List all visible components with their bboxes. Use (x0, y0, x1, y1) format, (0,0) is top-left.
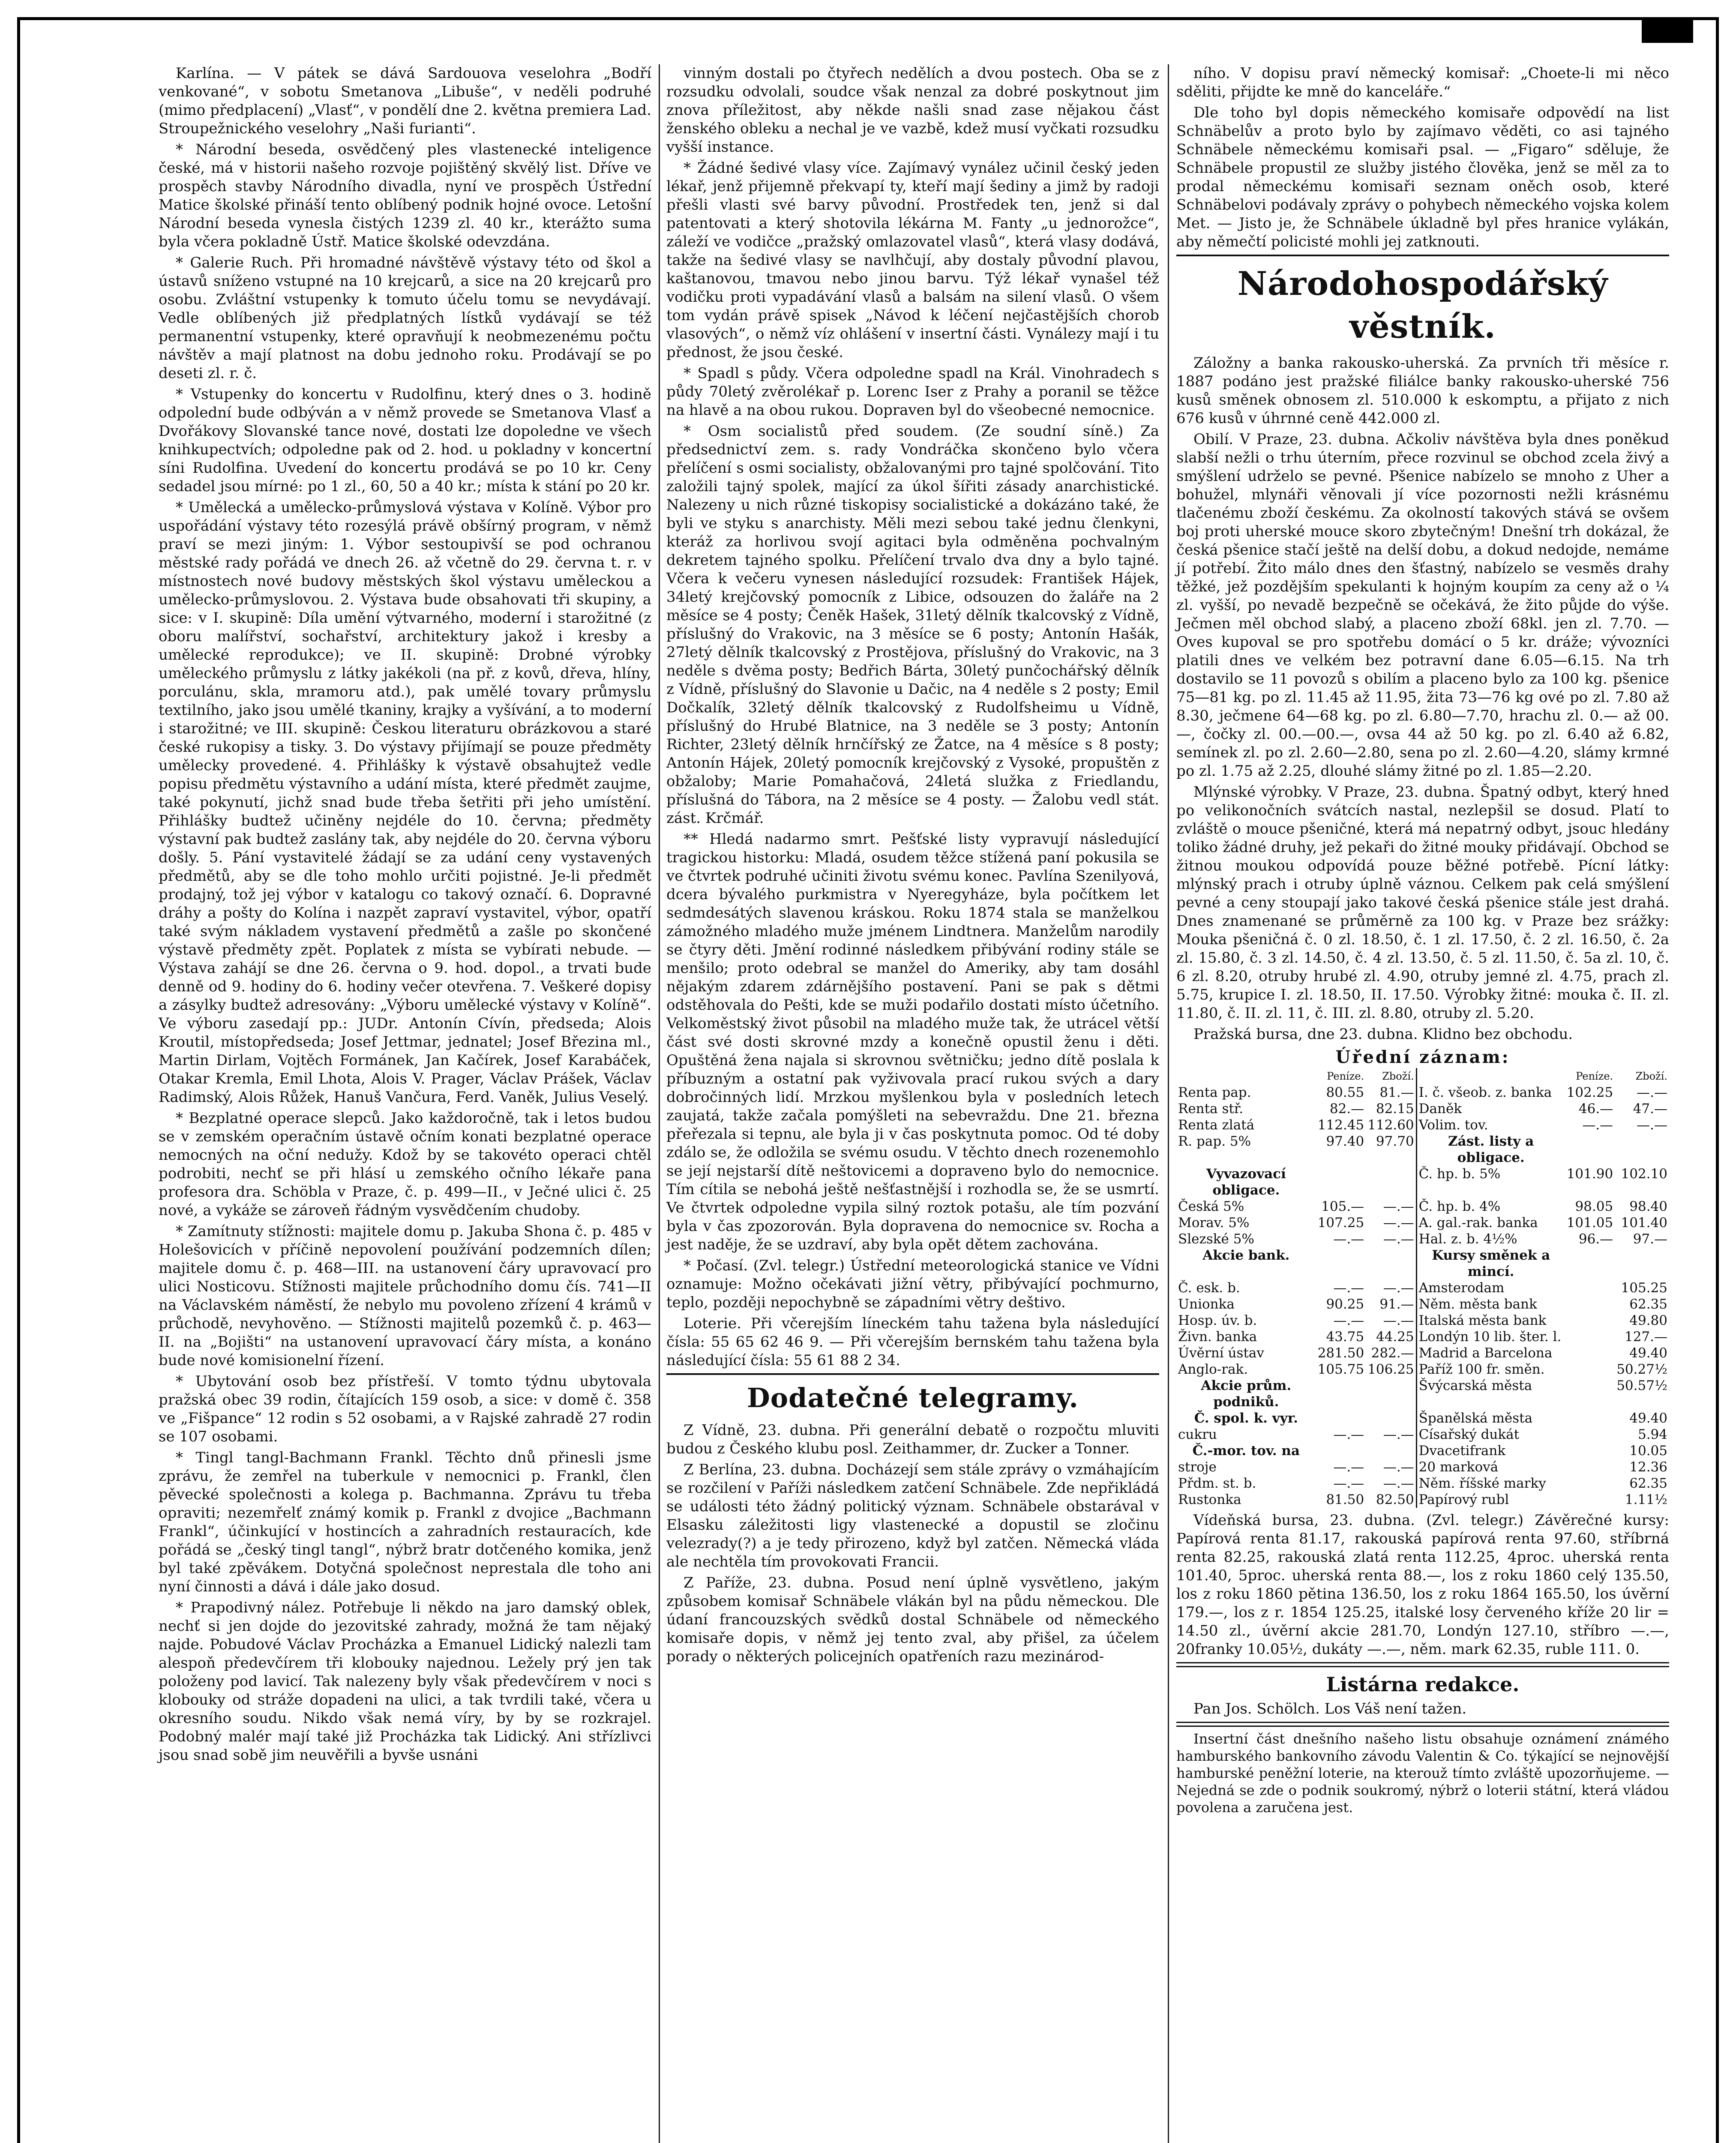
bourse-cell: —.— (1383, 1280, 1414, 1296)
bourse-cell (1316, 1166, 1366, 1198)
bourse-cell: 98.05 (1575, 1199, 1613, 1214)
bourse-row (1176, 1443, 1669, 1459)
bourse-row (1176, 1101, 1669, 1117)
bourse-cell: —.— (1333, 1313, 1364, 1328)
section-divider (666, 1373, 1159, 1375)
article-paragraph: * Počasí. (Zvl. telegr.) Ústřední meteorologická stanice ve Vídni oznamuje: Možno očekávati jižní větry, přibývající pochmurno, teplo, později nepochybně se západními větry deštivo. (666, 1257, 1159, 1311)
telegram-paragraph: Z Vídně, 23. dubna. Při generální debatě o rozpočtu mluviti budou z Českého klubu posl. Zeithammer, dr. Zucker a Tonner. (666, 1422, 1159, 1457)
article-paragraph: * Tingl tangl-Bachmann Frankl. Těchto dnů přinesli jsme zprávu, že zemřel na tuberkule v nemocnici p. Frankl, člen pěvecké společnosti a kolega p. Bachmanna. Zprávu tu třeba opraviti; nezemřelť známý komik p. Frankl z dvojice „Bachmann Frankl“, účinkující v hostincích a zahradních restauracích, kde pořádá se „český tingl tangl“, nýbrž bratr dotčeného komika, jenž byl také zpěvákem. Dotyčná společnost neprestala dle toho ani nyní činnosti a dává i dále jako dosud. (159, 1449, 651, 1595)
bourse-cell (1366, 1378, 1416, 1410)
bourse-cell: Španělská města (1416, 1410, 1565, 1426)
bourse-cell: 112.60 (1367, 1117, 1414, 1133)
economic-paragraph: Obilí. V Praze, 23. dubna. Ačkoliv návštěva byla dnes poněkud slabší nežli o trhu úterním, přece rozvinul se obchod zcela živý a smýšlení udrželo se pevné. Pšenice nabízelo se mnoho z Uher a bohužel, mlynáři věnovali jí více pozornosti nežli krásnému tlačenému zboží českému. Za okolností takových stává se ovšem boj proti uherské mouce skoro zbytečným! Dnešní trh dokázal, že česká pšenice stačí ještě na delší dobu, a dokud nedojde, nemáme jí potřebí. Žito málo dnes den šťastný, nabízelo se vesměs drahy těžké, jež pozdějším spekulanti k hojným koupím za ceny až o ¼ zl. vyšší, po nevadě bezpečně se očekává, že žito půjde do výše. Ječmen měl obchod slabý, a placeno zboží 68kl. jen zl. 7.70. — Oves kupoval se pro spotřebu domácí o 5 kr. dráže; vývozníci platili dnes ve velkém bez potravní dane 6.05—6.15. Na trh dostavilo se 11 povozů s obilím a placeno bylo za 100 kg. pšenice 75—81 kg. po zl. 11.45 až 11.95, žita 73—76 kg ové po zl. 7.80 až 8.30, ječmene 64—68 kg. po zl. 6.80—7.70, hrachu zl. 0.— až 00.—, čočky zl. 00.—00.—, ovsa 44 až 50 kg. po zl. 6.40 až 6.82, semínek zl. po zl. 2.60—2.80, sena po zl. 2.60—4.20, slámy krmné po zl. 1.75 až 2.25, dlouhé slámy žitné po zl. 1.85—2.20. (1176, 431, 1669, 780)
bourse-cell: 1.11½ (1625, 1492, 1667, 1507)
article-paragraph: Dle toho byl dopis německého komisaře odpovědí na list Schnäbelův a proto bylo by zajímavo věděti, co asi tajného Schnäbele německému komisaři psal. — „Figaro“ sděluje, že Schnäbele propustil ze služby jistého člověka, jenž se měl za to prodal německému komisaři seznam oněch osob, které Schnäbelovi podávaly zprávy o pohybech německého vojska kolem Met. — Jisto je, že Schnäbele úkladně byl přes hranice vylákán, aby němečtí policisté mohli jej zatknouti. (1176, 104, 1669, 250)
article-paragraph: * Ubytování osob bez přístřeší. V tomto týdnu ubytovala pražská obec 39 rodin, čítajících 159 osob, a sice: v domě č. 358 ve „Fišpance“ 12 rodin s 52 osobami, a v Rajské zahradě 27 rodin se 107 osobami. (159, 1373, 651, 1445)
bourse-cell: 82.— (1329, 1101, 1364, 1117)
bourse-cell: 49.40 (1629, 1411, 1667, 1426)
bourse-cell (1565, 1426, 1615, 1443)
bourse-row (1176, 1426, 1669, 1443)
bourse-cell: I. č. všeob. z. banka (1416, 1084, 1565, 1101)
bourse-cell: Daněk (1416, 1101, 1565, 1117)
bourse-row (1176, 1166, 1669, 1198)
bourse-cell (1366, 1443, 1416, 1459)
bourse-cell (1565, 1378, 1615, 1410)
bourse-row (1176, 1475, 1669, 1492)
bourse-cell: 127.— (1624, 1329, 1667, 1345)
bourse-cell: 80.55 (1326, 1085, 1364, 1100)
bourse-row (1176, 1345, 1669, 1361)
bourse-cell: 112.45 (1317, 1117, 1364, 1133)
bourse-cell: —.— (1637, 1085, 1667, 1100)
column-rule-2 (1168, 64, 1169, 2143)
editor-heading: Listárna redakce. (1326, 1673, 1520, 1696)
bourse-row (1176, 1410, 1669, 1426)
bourse-cell: 282.— (1371, 1345, 1414, 1361)
bourse-title: Úřední záznam: (1335, 1047, 1510, 1067)
bourse-cell: —.— (1383, 1427, 1414, 1442)
economic-heading: Národohospodářský věstník. (1237, 264, 1608, 345)
bourse-cell: —.— (1383, 1476, 1414, 1491)
bourse-cell: 43.75 (1326, 1329, 1364, 1345)
bourse-row (1176, 1492, 1669, 1508)
bourse-cell: Živn. banka (1178, 1329, 1257, 1345)
bourse-cell (1565, 1329, 1615, 1345)
bourse-row (1176, 1117, 1669, 1133)
bourse-header-cell (1416, 1068, 1565, 1084)
bourse-cell: Císařský dukát (1416, 1426, 1565, 1443)
bourse-cell: Č. hp. b. 4% (1416, 1198, 1565, 1215)
bourse-cell: 107.25 (1317, 1215, 1364, 1231)
bourse-cell: Vyvazovací obligace. (1206, 1166, 1286, 1198)
bourse-cell (1565, 1133, 1615, 1166)
bourse-cell: 98.40 (1629, 1199, 1667, 1214)
bourse-cell: —.— (1333, 1231, 1364, 1247)
bourse-row (1176, 1296, 1669, 1312)
bourse-row (1176, 1312, 1669, 1329)
economic-paragraph: Záložny a banka rakousko-uherská. Za prvních tři měsíce r. 1887 podáno jest pražské filiálce banky rakousko-uherské 756 kusů směnek obnosem zl. 510.000 k eskomptu, a přijato z nich 676 kusů v úhrnné ceně 442.000 zl. (1176, 354, 1669, 427)
article-paragraph: * Zamítnuty stížnosti: majitele domu p. Jakuba Shona č. p. 485 v Holešovicích v příčině nepovolení používání podzemních dílen; majitele domu č. p. 468—III. na ustanovení čáry upravovací pro ulici Nosticovu. Stížnosti majitele průchodního domu čís. 741—II na Václavském náměstí, že nebylo mu povoleno zřízení 4 krámů v průchodě, nevyhověno. — Stížnosti majitelů pozemků č. p. 463—II. na „Bojišti“ na ustanovení upravovací čáry místa, a konáno bude nové komisionelní řízení. (159, 1223, 651, 1369)
bourse-cell: 91.— (1379, 1297, 1414, 1312)
bourse-cell: 105.75 (1317, 1362, 1364, 1377)
bourse-cell (1316, 1443, 1366, 1459)
bourse-cell (1565, 1345, 1615, 1361)
bourse-cell: Renta zlatá (1178, 1117, 1255, 1133)
bourse-cell: —.— (1383, 1459, 1414, 1475)
bourse-header-cell: Zboží. (1382, 1070, 1414, 1082)
bourse-cell (1565, 1475, 1615, 1492)
telegram-paragraph: Z Paříže, 23. dubna. Posud není úplně vysvětleno, jakým způsobem komisař Schnäbele vlákán byl na půdu německou. Dle údaní francouzských svědků dostal Schnäbele od německého komisaře dopis, v němž jej tento zval, aby přišel, za účelem porady o některých policejních opatřeních razu mezinárod- (666, 1574, 1159, 1665)
section-divider (1176, 1662, 1669, 1667)
bourse-cell: Slezské 5% (1178, 1231, 1254, 1247)
bourse-cell: 81.— (1379, 1085, 1414, 1100)
bourse-cell: Švýcarská města (1416, 1378, 1565, 1410)
bourse-cell: 81.50 (1326, 1492, 1364, 1507)
bourse-cell (1565, 1410, 1615, 1426)
bourse-cell (1316, 1410, 1366, 1426)
bourse-cell: 281.50 (1317, 1345, 1364, 1361)
bourse-cell: 50.27½ (1616, 1362, 1667, 1377)
bourse-cell: 47.— (1633, 1101, 1667, 1117)
article-paragraph: vinným dostali po čtyřech nedělích a dvou postech. Oba se z rozsudku odvolali, soudce však nenzal za dobré poskytnout jim znova příležitost, aby někde našli snad zase nějakou část ženského obleku a nechal je ve vazbě, kdež musí vyčkati rozsudku vyšší instance. (666, 65, 1159, 156)
article-paragraph: * Vstupenky do koncertu v Rudolfinu, který dnes o 3. hodině odpolední bude odbýván a v němž provede se Smetanova Vlasť a Dvořákovy Slovanské tance nové, dostati lze dopoledne ve všech knihkupectvích; odpoledne pak od 2. hod. u pokladny v koncertní síni Rudolfina. Uvedení do koncertu prodává se po 10 kr. Ceny sedadel jsou mírné: po 1 zl., 60, 50 a 40 kr.; místa k stání po 20 kr. (159, 386, 651, 495)
article-paragraph: * Bezplatné operace slepců. Jako každoročně, tak i letos budou se v zemském operačním ústavě očním konati bezplatné operace nemocných na oční nedužy. Kdož by se takovéto operaci chtěl podrobiti, nechť se při hlásí u zemského očního lékaře pana profesora dra. Schöbla v Praze, č. p. 499—II., v Ječné ulici č. 25 nové, a vykáže se zároveň řádným vysvědčením chudoby. (159, 1110, 651, 1219)
bourse-cell (1565, 1492, 1615, 1508)
bourse-row (1176, 1247, 1669, 1280)
bourse-cell: Dvacetifrank (1416, 1443, 1565, 1459)
bourse-cell: Hal. z. b. 4½% (1416, 1231, 1565, 1247)
article-paragraph: * Galerie Ruch. Při hromadné návštěvě výstavy této od škol a ústavů sníženo vstupné na 10 krejcarů, a sice na 20 krejcarů pro osobu. Zvláštní vstupenky k tomuto účelu tomu se nevydávají. Vedle oblíbených již předplatných lístků vydávají se též permanentní vstupenky, které opravňují k neobmezenému počtu návštěv a mají platnost na dobu jednoho roku. Prodávají se po deseti zl. r. č. (159, 254, 651, 382)
article-paragraph: * Prapodivný nález. Potřebuje li někdo na jaro damský oblek, nechť si jen dojde do jezovitské zahrady, možná že tam nějaký najde. Pobudové Václav Procházka a Emanuel Lidický nalezli tam alespoň předevčírem tři klobouky najednou. Ležely prý jen tak položeny pod lavicí. Tak nalezeny byly však předevčírem v noci s klobouky od stráže dopadeni na ulici, a tak tvrdili také, včera u okresního soudu. Nikdo však nemá víry, by by se rozkrajel. Podobný malér mají také již Procházka tak Lidický. Ani střízlivci jsou snad sobě jim neuvěřili a byvše usnáni (159, 1599, 651, 1764)
bourse-row (1176, 1084, 1669, 1101)
bourse-cell (1366, 1410, 1416, 1426)
bourse-cell: Něm. města bank (1416, 1296, 1565, 1312)
article-paragraph: ** Hledá nadarmo smrt. Pešťské listy vypravují následující tragickou historku: Mladá, osudem těžce stížená paní pokusila se ve čtvrtek podruhé učiniti životu svému konec. Pavlína Szenilyová, dcera bývalého purkmistra v Nyeregyháze, byla počítkem let sedmdesátých slavenou kráskou. Roku 1874 stala se manželkou zámožného mladého muže jménem Lindtnera. Manželům narodily se čtyry děti. Jmění rodinné následkem přibývání rodiny stále se menšilo; proto odebral se manžel do Ameriky, aby tam dosáhl nějakým zdarem zdárnějšího postavení. Pani se pak s dětmi odstěhovala do Pešti, kde se muži podařilo dostati místo účetního. Velkoměstský život působil na mladého muže tak, že utrácel větší část své dosti skrovné mzdy a konečně opustil ženu i děti. Opuštěná žena najala si skrovnou světničku; jedno dítě poslala k příbuzným a ostatní pak vyživovala prací rukou svých a dary dobročinných lidí. Mrzkou myšlenkou byla v posledních letech zaujatá, takže začala pomýšleti na sebevraždu. Dne 21. března přeřezala si tepnu, ale byla ji v čas poskytnuta pomoc. Od té doby zdálo se, že odložila se svému osudu. V těchto dnech rozenemohlo se její nejstarší dítě neštovicemi a dopraveno bylo do nemocnice. Tím cítila se nebohá ještě nešťastnější i rozhodla se, že se usmrtí. Ve čtvrtek odpoledne vypila silný roztok potašu, ale tím pozvání byla v čas zpozorován. Byla dopravena do nemocnice sv. Rocha a jest naděje, že se uzdraví, aby byla opět dětem zachována. (666, 831, 1159, 1253)
bourse-cell: 46.— (1578, 1101, 1613, 1117)
bourse-cell (1316, 1378, 1366, 1410)
bourse-cell: 62.35 (1629, 1297, 1667, 1312)
page-corner-mark (1642, 17, 1693, 43)
bourse-cell: 44.25 (1376, 1329, 1414, 1345)
bourse-cell (1615, 1133, 1669, 1166)
bourse-cell: —.— (1383, 1231, 1414, 1247)
bourse-cell: —.— (1383, 1313, 1414, 1328)
bourse-cell: Č. hp. b. 5% (1416, 1166, 1565, 1198)
bourse-cell (1565, 1443, 1615, 1459)
bourse-cell: Madrid a Barcelona (1416, 1345, 1565, 1361)
bourse-cell: 62.35 (1629, 1476, 1667, 1491)
bourse-row (1176, 1361, 1669, 1378)
bourse-cell: 49.80 (1629, 1313, 1667, 1328)
column-rule-1 (659, 64, 660, 2143)
bourse-cell: 105.25 (1621, 1280, 1667, 1296)
bourse-cell (1565, 1247, 1615, 1280)
column-2 (666, 64, 1159, 1669)
bourse-cell: stroje (1178, 1459, 1217, 1475)
section-divider (1176, 255, 1669, 256)
bourse-cell: Hosp. úv. b. (1178, 1313, 1257, 1328)
telegram-paragraph: Z Berlína, 23. dubna. Docházejí sem stále zprávy o vzmáhajícím se rozčilení v Paříži následkem zatčení Schnäbele. Zde nepřikládá se události této žádný politický význam. Schnäbele obstarával v Elsasku záležitosti ligy vlastenecké a dopustil se zločinu velezrady(?) a je tedy přirozeno, když byl zatčen. Německá vláda ale nechtěla tím provokovati Francii. (666, 1461, 1159, 1570)
bourse-cell: 10.05 (1629, 1443, 1667, 1459)
bourse-row (1176, 1280, 1669, 1296)
bourse-header-cell: Peníze. (1327, 1070, 1364, 1082)
bourse-cell (1565, 1312, 1615, 1329)
column-3 (1176, 64, 1669, 1819)
bourse-cell: Renta stř. (1178, 1101, 1244, 1117)
bourse-cell: R. pap. 5% (1178, 1134, 1251, 1149)
bourse-cell: 105.— (1321, 1199, 1364, 1214)
bourse-cell (1615, 1247, 1669, 1280)
bourse-cell: 97.— (1633, 1231, 1667, 1247)
telegrams-heading: Dodatečné telegramy. (747, 1382, 1079, 1414)
bourse-cell: —.— (1333, 1427, 1364, 1442)
bourse-cell (1565, 1296, 1615, 1312)
bourse-row (1176, 1133, 1669, 1166)
bourse-cell: 50.57½ (1616, 1378, 1667, 1393)
bourse-cell: cukru (1178, 1427, 1217, 1442)
bourse-cell: Česká 5% (1178, 1199, 1244, 1214)
column-1 (159, 64, 651, 1767)
bourse-row (1176, 1231, 1669, 1247)
bourse-cell (1366, 1247, 1416, 1280)
bourse-cell: Italská města bank (1416, 1312, 1565, 1329)
bourse-cell: 96.— (1578, 1231, 1613, 1247)
article-paragraph: * Umělecká a umělecko-průmyslová výstava v Kolíně. Výbor pro uspořádání výstavy této rozesýlá právě obšírný program, v němž praví se mezi jiným: 1. Výbor sestoupivší se pod ochranou městské rady pořádá ve dnech 26. až včetně do 29. června t. r. v místnostech nové budovy městských škol výstavu uměleckou a umělecko-průmyslovou. 2. Výstava bude obsahovati tři skupiny, a sice: v I. skupině: Díla umění výtvarného, moderní i starožitné (z oboru malířství, sochařství, architektury jakož i kresby a umělecké reprodukce); ve II. skupině: Drobné výrobky uměleckého průmyslu z látky jakékoli (na př. z kovů, dřeva, hlíny, porculánu, skla, mramoru atd.), pak umělé tovary průmyslu textilního, jako jsou umělé tkaniny, krajky a vyšívání, a to moderní i starožitné; ve III. skupině: Českou literaturu obrázkovou a staré české rukopisy a tisky. 3. Do výstavy přijímají se pouze předměty umělecky provedené. 4. Přihlášky k výstavě obsahujtež vedle popisu předmětu výstavního a udání místa, které předmět zaujme, také pokynutí, jichž snad bude třeba šetřiti při jeho umístění. Přihlášky budtež učiněny nejdéle do 10. června; předměty výstavní pak budtež zaslány tak, aby nejdéle do 20. června výboru došly. 5. Pání vystavitelé žádají se za udání ceny vystavených předmětů, aby se dle toho mohlo určiti pojistné. Je-li předmět prodajný, tož jej výbor v katalogu co takový označí. 6. Dopravné dráhy a pošty do Kolína i nazpět zapraví vystavitel, výbor, opatří také svým nákladem vystavení předmětů a zašle po skončené výstavě předměty zpět. Poplatek z místa se vybírati nebude. — Výstava zahájí se dne 26. června o 9. hod. dopol., a trvati bude denně od 9. hodiny do 6. hodiny večer otevřena. 7. Veškeré dopisy a zásylky budtež adresovány: „Výboru umělecké výstavy v Kolíně“. Ve výboru zasedají pp.: JUDr. Antonín Cívín, předseda; Alois Kroutil, místopředseda; Josef Jettmar, jednatel; Josef Březina ml., Martin Dirlam, Vojtěch Formánek, Jan Kačírek, Josef Karabáček, Otakar Kremla, Emil Lhota, Alois V. Prager, Václav Prášek, Václav Radimský, Alois Růžek, Hanuš Vančura, Ferd. Vaněk, Julius Veselý. (159, 499, 651, 1106)
bourse-row (1176, 1329, 1669, 1345)
article-paragraph: * Spadl s půdy. Včera odpoledne spadl na Král. Vinohradech s půdy 70letý zvěrolékař p. Lorenc Iser z Prahy a poranil se těžce na hlavě a na obou rukou. Dopraven byl do všeobecné nemocnice. (666, 365, 1159, 419)
bourse-header-row (1176, 1068, 1669, 1084)
article-paragraph: ního. V dopisu praví německý komisař: „Choete-li mi něco sděliti, přijdte ke mně do kanceláře.“ (1176, 65, 1669, 100)
economic-paragraph: Pražská bursa, dne 23. dubna. Klidno bez obchodu. (1193, 1026, 1573, 1043)
bourse-cell: 97.40 (1326, 1134, 1364, 1149)
bourse-table (1176, 1068, 1669, 1508)
bourse-cell: Amsterodam (1416, 1280, 1565, 1296)
bourse-cell: 49.40 (1629, 1345, 1667, 1361)
bourse-cell (1565, 1280, 1615, 1296)
bourse-cell: Č.-mor. tov. na (1192, 1443, 1300, 1459)
bourse-cell: Č. esk. b. (1178, 1280, 1240, 1296)
article-paragraph: Karlína. — V pátek se dává Sardouova veselohra „Bodří venkované“, v sobotu Smetanova „Libuše“, v neděli podruhé (mimo předplacení) „Vlasť“, v pondělí dne 2. května premiera Lad. Stroupežnického veselohry „Naši furianti“. (159, 65, 651, 137)
bourse-cell (1366, 1166, 1416, 1198)
bourse-header-cell: Zboží. (1635, 1070, 1667, 1082)
advertisement-notice: Insertní část dnešního našeho listu obsahuje oznámení známého hamburského bankovního závodu Valentin & Co. týkající se nejnovější hamburské peněžní loterie, na kterouž tímto zvláště upozorňujeme. — Nejedná se zde o podnik soukromý, nýbrž o loterii státní, která vládou povolena a zaručena jest. (1176, 1731, 1669, 1816)
bourse-cell: 102.25 (1566, 1085, 1613, 1100)
article-paragraph: * Národní beseda, osvědčený ples vlastenecké inteligence české, má v historii našeho rozvoje pojištěný skvělý list. Dříve ve prospěch stavby Národního divadla, nyní ve prospěch Ústřední Matice školské přináší tento oblíbený podnik hojné ovoce. Letošní Národní beseda vynesla čistých 1239 zl. 40 kr., kterážto suma byla včera pokladně Ústř. Matice školské odevzdána. (159, 141, 651, 250)
bourse-cell: Úvěrní ústav (1178, 1345, 1264, 1361)
article-paragraph: * Žádné šedivé vlasy více. Zajímavý vynález učinil český jeden lékař, jenž přijemně překvapí ty, kteří mají šediny a jimž by radoji přešli vlasti své barvy původní. Prostředek ten, jenž si dal patentovati a který shotovila lékárna M. Fanty „u jednorožce“, záleží ve vodičce „pražský omlazovatel vlasů“, která vlasy dodává, takže na šedivé vlasy se navlhčují, aby dostaly původní plavou, kaštanovou, tmavou nebo jinou barvu. Týž lékař vynašel též vodičku proti vypadávání vlasů a balsám na silení vlasů. O všem tom vydán právě spisek „Návod k léčení nejčastějších chorob vlasových“, o němž víz ohlášení v insertní části. Vynálezy mají i tu přednost, že jsou české. (666, 159, 1159, 361)
bourse-row (1176, 1378, 1669, 1410)
bourse-cell: Rustonka (1178, 1492, 1241, 1507)
bourse-cell: Volim. tov. (1416, 1117, 1565, 1133)
bourse-cell: 101.90 (1566, 1166, 1613, 1182)
section-divider (1176, 1722, 1669, 1727)
vienna-bourse-paragraph: Vídeňská bursa, 23. dubna. (Zvl. telegr.) Závěrečné kursy: Papírová renta 81.17, rakouská papírová renta 97.60, stříbrná renta 82.25, rakouská zlatá renta 112.25, 4proc. uherská renta 101.40, 5proc. uherská renta 88.—, los z roku 1860 celý 135.50, los z roku 1860 pětina 136.50, los z roku 1864 165.50, los úvěrní 179.—, los z r. 1854 125.25, italské losy červeného kříže 20 lir = 14.50 zl., úvěrní akcie 281.70, Londýn 127.10, stříbro —.—, 20franky 10.05½, dukáty —.—, něm. mark 62.35, ruble 111. 0. (1176, 1512, 1669, 1658)
bourse-cell: —.— (1383, 1215, 1414, 1231)
bourse-cell: A. gal.-rak. banka (1416, 1215, 1565, 1231)
bourse-row (1176, 1459, 1669, 1475)
bourse-cell: Unionka (1178, 1297, 1235, 1312)
bourse-row (1176, 1215, 1669, 1231)
bourse-header-cell (1176, 1068, 1316, 1084)
bourse-cell: Morav. 5% (1178, 1215, 1250, 1231)
bourse-cell: 97.70 (1376, 1134, 1414, 1149)
bourse-cell: 20 marková (1416, 1459, 1565, 1475)
bourse-cell: 82.15 (1376, 1101, 1414, 1117)
bourse-cell: —.— (1383, 1199, 1414, 1214)
bourse-cell (1316, 1247, 1366, 1280)
bourse-cell: 5.94 (1637, 1427, 1667, 1442)
bourse-cell: Akcie prům. podniků. (1201, 1378, 1292, 1410)
bourse-cell: —.— (1333, 1476, 1364, 1491)
bourse-cell: Č. spol. k. vyr. (1194, 1411, 1298, 1426)
bourse-cell: Papírový rubl (1416, 1492, 1565, 1508)
bourse-cell: 106.25 (1367, 1362, 1414, 1377)
editor-note: Pan Jos. Schölch. Los Váš není tažen. (1193, 1700, 1467, 1717)
bourse-cell: Kursy směnek a mincí. (1416, 1247, 1565, 1280)
bourse-cell: Anglo-rak. (1178, 1362, 1248, 1377)
economic-paragraph: Mlýnské výrobky. V Praze, 23. dubna. Špatný odbyt, který hned po velikonočních svátcích nastal, nezlepšil se dosud. Platí to zvláště o mouce pšeničné, která má nepatrný odbyt, jsouc hledány toliko žádné druhy, jež pekaři do žitné mouky přidávají. Obchod se žitnou moukou odpovídá pouze běžné potřebě. Pícní látky: mlýnský prach i otruby úplně váznou. Celkem pak celá smýšlení pevné a ceny stoupají jako takové česká pšenice stále jest drahá. Dnes znamenané se průměrně za 100 kg. v Praze bez srážky: Mouka pšeničná č. 0 zl. 18.50, č. 1 zl. 17.50, č. 2 zl. 16.50, č. 2a zl. 15.80, č. 3 zl. 14.50, č. 4 zl. 13.50, č. 5 zl. 11.50, č. 5a zl. 10, č. 6 zl. 8.20, otruby hrubé zl. 4.90, otruby jemné zl. 4.75, prach zl. 5.75, krupice I. zl. 18.50, II. 17.50. Výrobky žitné: mouka č. II. zl. 11.80, č. II. zl. 11, č. III. zl. 8.80, otruby zl. 5.20. (1176, 783, 1669, 1022)
bourse-cell: 90.25 (1326, 1297, 1364, 1312)
bourse-cell: 82.50 (1376, 1492, 1414, 1507)
bourse-cell (1565, 1361, 1615, 1378)
bourse-cell: —.— (1637, 1117, 1667, 1133)
bourse-cell: Zást. listy a obligace. (1416, 1133, 1565, 1166)
bourse-header-cell: Peníze. (1576, 1070, 1613, 1082)
bourse-cell (1565, 1459, 1615, 1475)
bourse-cell: 102.10 (1621, 1166, 1667, 1182)
bourse-cell: —.— (1582, 1117, 1613, 1133)
bourse-cell: Něm. říšské marky (1416, 1475, 1565, 1492)
bourse-cell: —.— (1333, 1459, 1364, 1475)
bourse-cell: —.— (1333, 1280, 1364, 1296)
bourse-cell: 101.05 (1566, 1215, 1613, 1231)
article-paragraph: * Osm socialistů před soudem. (Ze soudní síně.) Za předsednictví zem. s. rady Vondráčka skončeno bylo včera přelíčení s osmi socialisty, obžalovanými pro tajné spolčování. Tito založili tajný spolek, mající za úkol šířiti zásady anarchistické. Nalezeny u nich různé tiskopisy socialistické a dokázáno také, že byli ve styku s anarchisty. Měli mezi sebou také jednu členkyni, kteráž za horlivou svojí agitaci byla odměněna pochvalným dekretem tajného spolku. Přelíčení trvalo dva dny a bylo tajné. Včera k večeru vynesen následující rozsudek: František Hájek, 34letý krejčovský pomocník z Libice, odsouzen do žaláře na 2 měsíce se 4 posty; Čeněk Hašek, 31letý dělník tkalcovský z Vídně, příslušný do Vrakovic, na 3 měsíce se 6 posty; Antonín Hašák, 27letý dělník tkalcovský z Prostějova, příslušný do Vrakovic, na 3 neděle s dvěma posty; Bedřich Bárta, 30letý punčochářský dělník z Vídně, příslušný do Slavonie u Dačic, na 4 neděle s 2 posty; Emil Dočkalík, 32letý dělník tkalcovský z Rudolfsheimu u Vídně, příslušný do Hrubé Blatnice, na 3 neděle se 3 posty; Antonín Richter, 23letý dělník hrnčířský ze Žatce, na 4 měsíce s 8 posty; Antonín Hájek, 20letý pomocník krejčovský z Vysoké, propuštěn z obžaloby; Marie Pomahačová, 24letá služka z Friedlandu, příslušná do Tábora, na 2 měsíce se 4 posty. — Žalobu vedl stát. zást. Krčmář. (666, 423, 1159, 827)
bourse-cell: Paříž 100 fr. směn. (1416, 1361, 1565, 1378)
bourse-cell: Akcie bank. (1202, 1248, 1290, 1263)
bourse-cell: Renta pap. (1178, 1085, 1251, 1100)
bourse-cell: Přdm. st. b. (1178, 1476, 1256, 1491)
bourse-cell: 12.36 (1629, 1459, 1667, 1475)
bourse-cell: 101.40 (1621, 1215, 1667, 1231)
bourse-cell: Londýn 10 lib. šter. l. (1416, 1329, 1565, 1345)
article-paragraph: Loterie. Při včerejším líneckém tahu tažena byla následující čísla: 55 65 62 46 9. — Při včerejším bernském tahu tažena byla následující čísla: 55 61 88 2 34. (666, 1315, 1159, 1369)
bourse-row (1176, 1198, 1669, 1215)
